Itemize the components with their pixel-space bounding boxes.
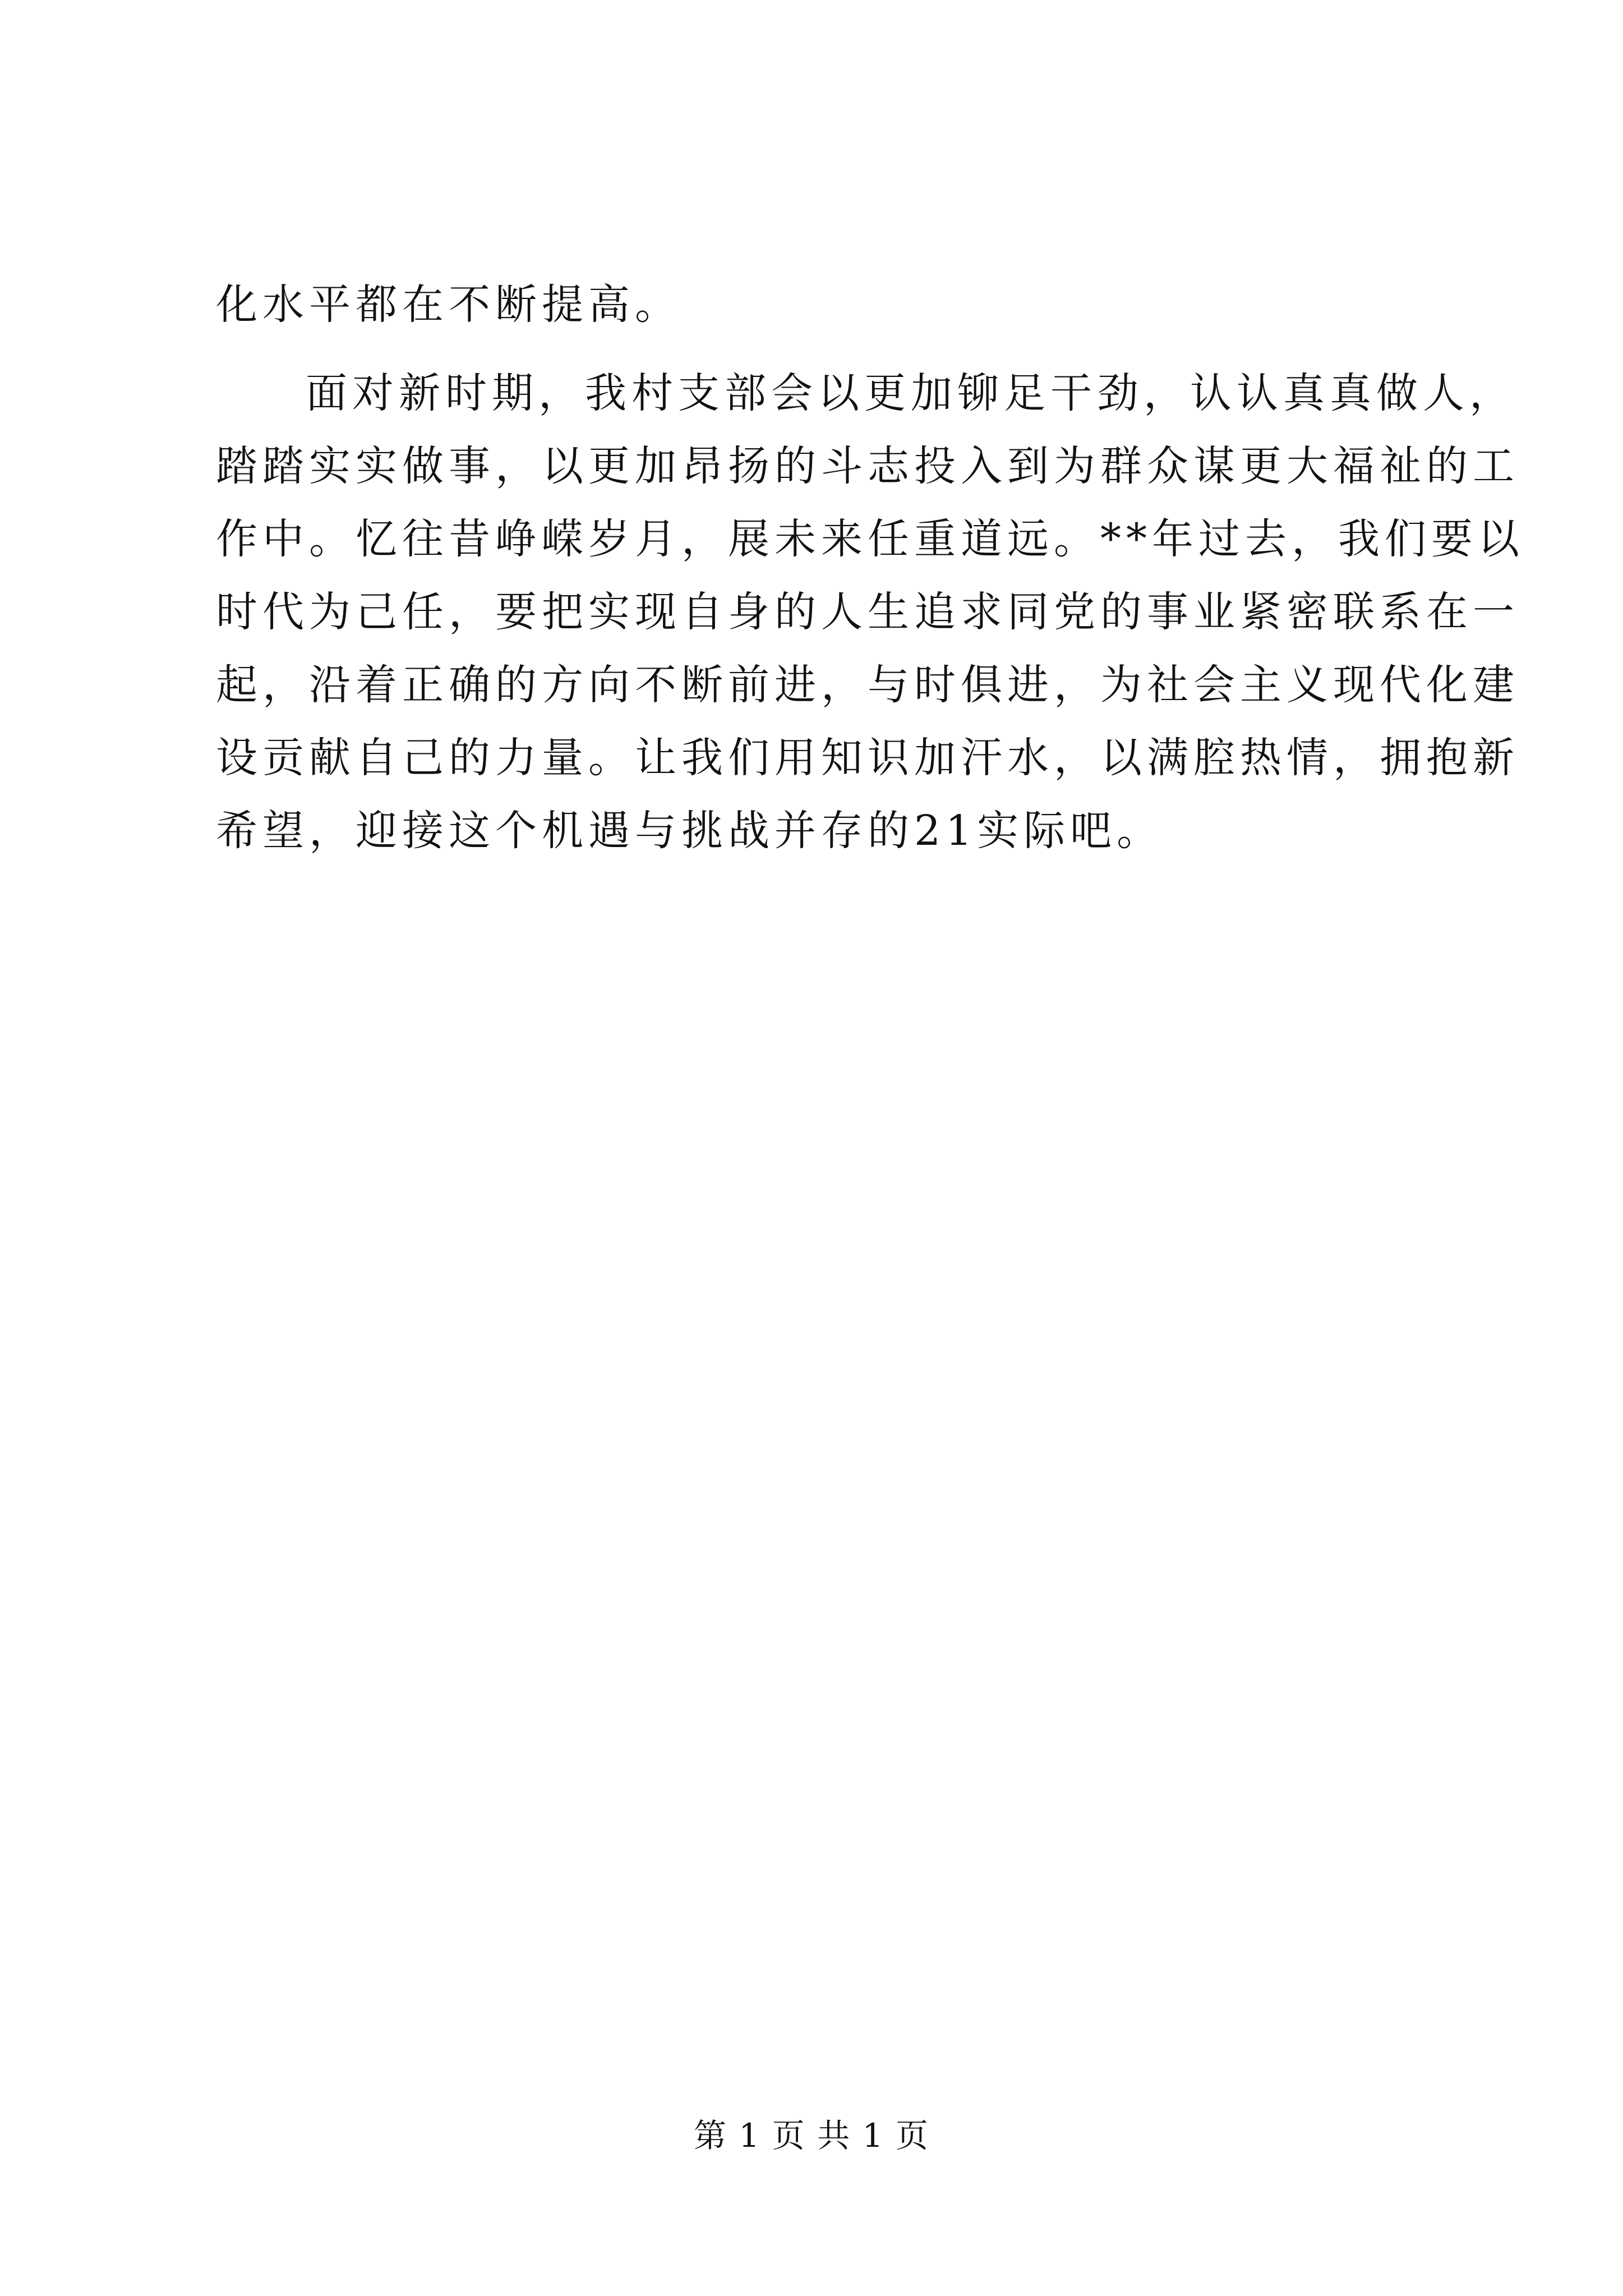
text-line: 设贡献自己的力量。让我们用知识加汗水，以满腔热情，拥抱新	[216, 734, 1519, 782]
text-line: 面对新时期，我村支部会以更加铆足干劲，认认真真做人，	[306, 369, 1516, 417]
text-line: 化水平都在不断提高。	[216, 280, 681, 329]
document-body	[216, 268, 1524, 867]
paragraph-1	[216, 268, 1408, 341]
text-line: 希望，迎接这个机遇与挑战并存的21实际吧。	[216, 807, 1164, 855]
text-line: 作中。忆往昔峥嵘岁月，展未来任重道远。**年过去，我们要以	[216, 515, 1524, 563]
text-line: 踏踏实实做事，以更加昂扬的斗志投入到为群众谋更大福祉的工	[216, 442, 1519, 490]
page-footer	[0, 2109, 1623, 2156]
page-number-label: 第 1 页 共 1 页	[694, 2116, 929, 2155]
text-line: 起，沿着正确的方向不断前进，与时俱进，为社会主义现代化建	[216, 661, 1519, 709]
text-line: 时代为己任，要把实现自身的人生追求同党的事业紧密联系在一	[216, 588, 1519, 636]
paragraph-2	[216, 357, 1524, 867]
